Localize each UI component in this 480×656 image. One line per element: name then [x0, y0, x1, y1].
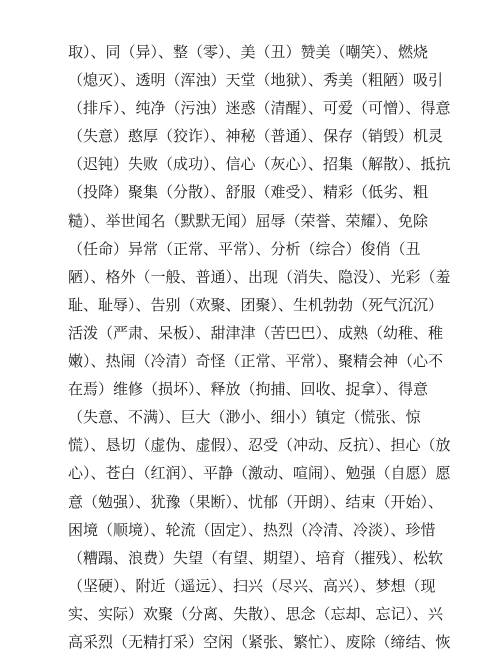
text-line: 糙）、举世闻名（默默无闻）屈辱（荣誉、荣耀）、免除	[68, 211, 429, 230]
text-line: （排斥）、纯净（污浊）迷惑（清醒）、可爱（可憎）、得意	[68, 99, 451, 118]
text-line: 实、实际）欢聚（分离、失散）、思念（忘却、忘记）、兴	[68, 604, 444, 623]
text-line: （失意）憨厚（狡诈）、神秘（普通）、保存（销毁）机灵	[68, 127, 444, 146]
text-line: 在焉）维修（损坏）、释放（拘捕、回收、捉拿）、得意	[68, 380, 429, 399]
text-line: 高采烈（无精打采）空闲（紧张、繁忙）、废除（缔结、恢	[68, 632, 451, 651]
text-line: 慌）、恳切（虚伪、虚假）、忍受（冲动、反抗）、担心（放	[68, 436, 451, 455]
text-line: 困境（顺境）、轮流（固定）、热烈（冷清、冷淡）、珍惜	[68, 520, 436, 539]
text-line: 嫩）、热闹（冷清）奇怪（正常、平常）、聚精会神（心不	[68, 352, 444, 371]
text-line: （熄灭）、透明（浑浊）天堂（地狱）、秀美（粗陋）吸引	[68, 71, 444, 90]
text-line: （迟钝）失败（成功）、信心（灰心）、招集（解散）、抵抗	[68, 155, 451, 174]
antonym-text-block	[68, 38, 451, 656]
text-line: 活泼（严肃、呆板）、甜津津（苦巴巴）、成熟（幼稚、稚	[68, 323, 444, 342]
text-line: （失意、不满）、巨大（渺小、细小）镇定（慌张、惊	[68, 408, 421, 427]
text-line: （糟蹋、浪费）失望（有望、期望）、培育（摧残）、松软	[68, 548, 444, 567]
text-line: （坚硬）、附近（遥远）、扫兴（尽兴、高兴）、梦想（现	[68, 576, 436, 595]
text-line: 意（勉强）、犹豫（果断）、忧郁（开朗）、结束（开始）、	[68, 492, 444, 511]
text-line: 取）、同（异）、整（零）、美（丑）赞美（嘲笑）、燃烧	[68, 43, 429, 61]
text-line: （投降）聚集（分散）、舒服（难受）、精彩（低劣、粗	[68, 183, 429, 202]
text-line: 耻、耻辱）、告别（欢聚、团聚）、生机勃勃（死气沉沉）	[68, 295, 444, 314]
text-line: 陋）、格外（一般、普通）、出现（消失、隐没）、光彩（羞	[68, 267, 451, 286]
text-line: （任命）异常（正常、平常）、分析（综合）俊俏（丑	[68, 239, 421, 258]
text-line: 心）、苍白（红润）、平静（激动、喧闹）、勉强（自愿）愿	[68, 464, 451, 483]
